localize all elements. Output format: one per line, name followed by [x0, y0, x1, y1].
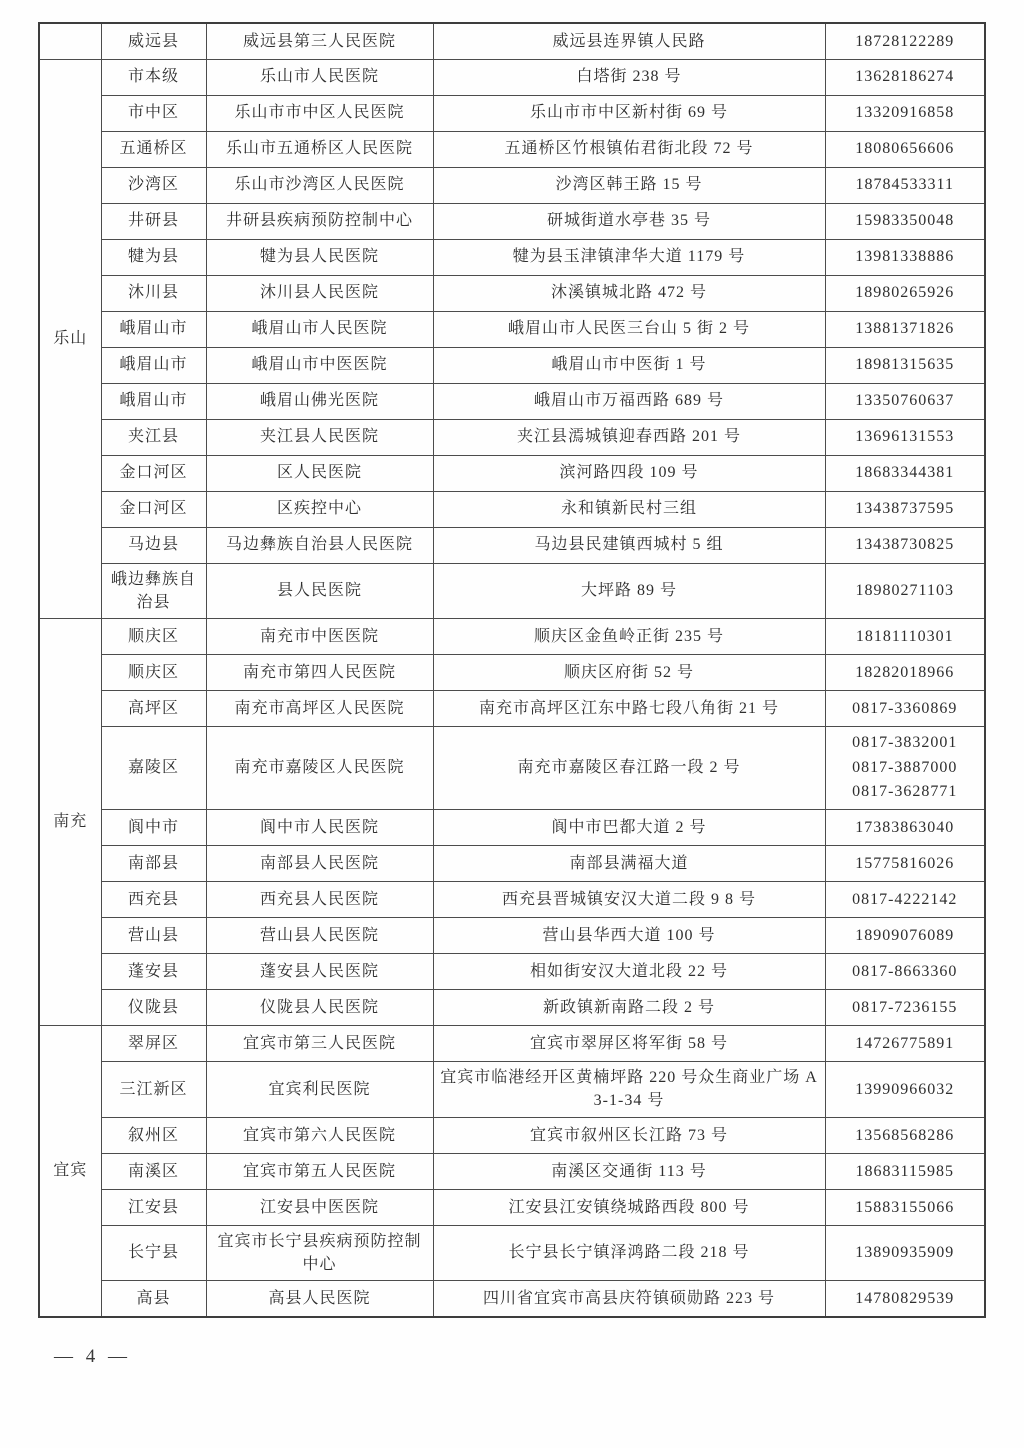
- facility-cell: 区疾控中心: [206, 491, 433, 527]
- table-row: [39, 954, 985, 990]
- table-row: [39, 1117, 985, 1153]
- facility-cell: 南充市第四人民医院: [206, 654, 433, 690]
- facility-cell: 犍为县人民医院: [206, 239, 433, 275]
- facility-cell: 南充市中医医院: [206, 618, 433, 654]
- phone-cell: 14726775891: [825, 1026, 985, 1062]
- facility-cell: 乐山市市中区人民医院: [206, 95, 433, 131]
- address-cell: 南部县满福大道: [433, 846, 825, 882]
- phone-cell: 18683344381: [825, 455, 985, 491]
- table-row: [39, 882, 985, 918]
- facility-cell: 宜宾市第五人民医院: [206, 1153, 433, 1189]
- table-row: [39, 726, 985, 809]
- facility-cell: 高县人民医院: [206, 1281, 433, 1317]
- address-cell: 马边县民建镇西城村 5 组: [433, 527, 825, 563]
- phone-cell: 13438737595: [825, 491, 985, 527]
- district-cell: 市中区: [101, 95, 206, 131]
- district-cell: 威远县: [101, 23, 206, 59]
- district-cell: 金口河区: [101, 491, 206, 527]
- district-cell: 犍为县: [101, 239, 206, 275]
- address-cell: 研城街道水亭巷 35 号: [433, 203, 825, 239]
- district-cell: 沐川县: [101, 275, 206, 311]
- phone-cell: 13890935909: [825, 1225, 985, 1280]
- phone-line: 0817-3887000: [852, 758, 958, 776]
- table-row: [39, 311, 985, 347]
- table-row: [39, 347, 985, 383]
- address-cell: 大坪路 89 号: [433, 563, 825, 618]
- facility-cell: 西充县人民医院: [206, 882, 433, 918]
- district-cell: 阆中市: [101, 810, 206, 846]
- facility-cell: 南充市高坪区人民医院: [206, 690, 433, 726]
- facility-cell: 南充市嘉陵区人民医院: [206, 726, 433, 809]
- facility-cell: 宜宾市第六人民医院: [206, 1117, 433, 1153]
- table-row: [39, 563, 985, 618]
- address-cell: 四川省宜宾市高县庆符镇硕勋路 223 号: [433, 1281, 825, 1317]
- facility-cell: 井研县疾病预防控制中心: [206, 203, 433, 239]
- city-group-cell: 宜宾: [39, 1026, 101, 1317]
- district-cell: 金口河区: [101, 455, 206, 491]
- table-row: [39, 275, 985, 311]
- table-row: [39, 1225, 985, 1280]
- phone-cell: 18981315635: [825, 347, 985, 383]
- facility-cell: 县人民医院: [206, 563, 433, 618]
- facility-cell: 宜宾利民医院: [206, 1062, 433, 1117]
- phone-cell: 18909076089: [825, 918, 985, 954]
- address-cell: 相如街安汉大道北段 22 号: [433, 954, 825, 990]
- facility-cell: 马边彝族自治县人民医院: [206, 527, 433, 563]
- district-cell: 井研县: [101, 203, 206, 239]
- table-row: [39, 59, 985, 95]
- address-cell: 南溪区交通街 113 号: [433, 1153, 825, 1189]
- table-row: [39, 810, 985, 846]
- phone-line: 0817-3628771: [852, 783, 958, 801]
- address-cell: 顺庆区金鱼岭正街 235 号: [433, 618, 825, 654]
- district-cell: 顺庆区: [101, 654, 206, 690]
- district-cell: 营山县: [101, 918, 206, 954]
- phone-cell: 0817-7236155: [825, 990, 985, 1026]
- facility-cell: 阆中市人民医院: [206, 810, 433, 846]
- table-row: [39, 239, 985, 275]
- address-cell: 夹江县漹城镇迎春西路 201 号: [433, 419, 825, 455]
- city-group-cell: 南充: [39, 618, 101, 1025]
- address-cell: 永和镇新民村三组: [433, 491, 825, 527]
- address-cell: 顺庆区府街 52 号: [433, 654, 825, 690]
- address-cell: 西充县晋城镇安汉大道二段 9 8 号: [433, 882, 825, 918]
- address-cell: 白塔街 238 号: [433, 59, 825, 95]
- phone-cell: 0817-4222142: [825, 882, 985, 918]
- address-cell: 南充市嘉陵区春江路一段 2 号: [433, 726, 825, 809]
- table-row: [39, 23, 985, 59]
- facility-cell: 南部县人民医院: [206, 846, 433, 882]
- facility-cell: 峨眉山市人民医院: [206, 311, 433, 347]
- district-cell: 马边县: [101, 527, 206, 563]
- address-cell: 南充市高坪区江东中路七段八角街 21 号: [433, 690, 825, 726]
- district-cell: 三江新区: [101, 1062, 206, 1117]
- table-row: [39, 1189, 985, 1225]
- address-cell: 营山县华西大道 100 号: [433, 918, 825, 954]
- address-cell: 峨眉山市人民医三台山 5 街 2 号: [433, 311, 825, 347]
- district-cell: 仪陇县: [101, 990, 206, 1026]
- table-row: [39, 203, 985, 239]
- district-cell: 南部县: [101, 846, 206, 882]
- table-row: [39, 654, 985, 690]
- contact-table: [38, 22, 986, 1318]
- phone-cell: [825, 726, 985, 809]
- district-cell: 峨边彝族自治县: [101, 563, 206, 618]
- district-cell: 峨眉山市: [101, 347, 206, 383]
- district-cell: 叙州区: [101, 1117, 206, 1153]
- address-cell: 新政镇新南路二段 2 号: [433, 990, 825, 1026]
- phone-cell: 13438730825: [825, 527, 985, 563]
- table-row: [39, 527, 985, 563]
- facility-cell: 营山县人民医院: [206, 918, 433, 954]
- facility-cell: 区人民医院: [206, 455, 433, 491]
- phone-cell: 18080656606: [825, 131, 985, 167]
- district-cell: 五通桥区: [101, 131, 206, 167]
- phone-cell: 13881371826: [825, 311, 985, 347]
- table-row: [39, 1281, 985, 1317]
- address-cell: 沙湾区韩王路 15 号: [433, 167, 825, 203]
- table-row: [39, 846, 985, 882]
- address-cell: 阆中市巴都大道 2 号: [433, 810, 825, 846]
- district-cell: 嘉陵区: [101, 726, 206, 809]
- district-cell: 峨眉山市: [101, 383, 206, 419]
- facility-cell: 仪陇县人民医院: [206, 990, 433, 1026]
- address-cell: 滨河路四段 109 号: [433, 455, 825, 491]
- table-row: [39, 990, 985, 1026]
- facility-cell: 乐山市五通桥区人民医院: [206, 131, 433, 167]
- address-cell: 江安县江安镇绕城路西段 800 号: [433, 1189, 825, 1225]
- address-cell: 沐溪镇城北路 472 号: [433, 275, 825, 311]
- district-cell: 长宁县: [101, 1225, 206, 1280]
- district-cell: 峨眉山市: [101, 311, 206, 347]
- facility-cell: 宜宾市第三人民医院: [206, 1026, 433, 1062]
- facility-cell: 沐川县人民医院: [206, 275, 433, 311]
- facility-cell: 蓬安县人民医院: [206, 954, 433, 990]
- table-row: [39, 491, 985, 527]
- facility-cell: 威远县第三人民医院: [206, 23, 433, 59]
- table-row: [39, 383, 985, 419]
- address-cell: 乐山市市中区新村街 69 号: [433, 95, 825, 131]
- phone-cell: 15983350048: [825, 203, 985, 239]
- address-cell: 宜宾市叙州区长江路 73 号: [433, 1117, 825, 1153]
- facility-cell: 夹江县人民医院: [206, 419, 433, 455]
- address-cell: 宜宾市临港经开区黄楠坪路 220 号众生商业广场 A3-1-34 号: [433, 1062, 825, 1117]
- table-row: [39, 131, 985, 167]
- phone-cell: 0817-3360869: [825, 690, 985, 726]
- address-cell: 宜宾市翠屏区将军街 58 号: [433, 1026, 825, 1062]
- district-cell: 翠屏区: [101, 1026, 206, 1062]
- address-cell: 犍为县玉津镇津华大道 1179 号: [433, 239, 825, 275]
- district-cell: 西充县: [101, 882, 206, 918]
- phone-cell: 13990966032: [825, 1062, 985, 1117]
- facility-cell: 峨眉山佛光医院: [206, 383, 433, 419]
- phone-cell: 13568568286: [825, 1117, 985, 1153]
- district-cell: 夹江县: [101, 419, 206, 455]
- district-cell: 江安县: [101, 1189, 206, 1225]
- facility-cell: 乐山市人民医院: [206, 59, 433, 95]
- phone-cell: 15883155066: [825, 1189, 985, 1225]
- phone-cell: 18728122289: [825, 23, 985, 59]
- district-cell: 顺庆区: [101, 618, 206, 654]
- facility-cell: 乐山市沙湾区人民医院: [206, 167, 433, 203]
- address-cell: 峨眉山市万福西路 689 号: [433, 383, 825, 419]
- table-row: [39, 455, 985, 491]
- phone-cell: 17383863040: [825, 810, 985, 846]
- address-cell: 威远县连界镇人民路: [433, 23, 825, 59]
- phone-cell: 14780829539: [825, 1281, 985, 1317]
- table-row: [39, 918, 985, 954]
- address-cell: 长宁县长宁镇泽鸿路二段 218 号: [433, 1225, 825, 1280]
- phone-cell: 13981338886: [825, 239, 985, 275]
- address-cell: 五通桥区竹根镇佑君街北段 72 号: [433, 131, 825, 167]
- facility-cell: 峨眉山市中医医院: [206, 347, 433, 383]
- phone-cell: 18784533311: [825, 167, 985, 203]
- district-cell: 市本级: [101, 59, 206, 95]
- table-row: [39, 95, 985, 131]
- table-row: [39, 419, 985, 455]
- phone-cell: 18683115985: [825, 1153, 985, 1189]
- facility-cell: 宜宾市长宁县疾病预防控制中心: [206, 1225, 433, 1280]
- phone-cell: 0817-8663360: [825, 954, 985, 990]
- phone-cell: 15775816026: [825, 846, 985, 882]
- table-row: [39, 1026, 985, 1062]
- table-row: [39, 167, 985, 203]
- table-row: [39, 618, 985, 654]
- city-group-cell: 乐山: [39, 59, 101, 618]
- phone-line: 0817-3832001: [852, 733, 958, 751]
- phone-cell: 18980265926: [825, 275, 985, 311]
- address-cell: 峨眉山市中医街 1 号: [433, 347, 825, 383]
- phone-cell: 18282018966: [825, 654, 985, 690]
- phone-cell: 13628186274: [825, 59, 985, 95]
- district-cell: 沙湾区: [101, 167, 206, 203]
- district-cell: 南溪区: [101, 1153, 206, 1189]
- table-row: [39, 1153, 985, 1189]
- phone-cell: 18181110301: [825, 618, 985, 654]
- phone-cell: 13696131553: [825, 419, 985, 455]
- phone-cell: 13350760637: [825, 383, 985, 419]
- table-row: [39, 1062, 985, 1117]
- facility-cell: 江安县中医医院: [206, 1189, 433, 1225]
- district-cell: 蓬安县: [101, 954, 206, 990]
- table-body: [39, 23, 985, 1317]
- district-cell: 高县: [101, 1281, 206, 1317]
- phone-cell: 18980271103: [825, 563, 985, 618]
- table-row: [39, 690, 985, 726]
- city-group-cell: [39, 23, 101, 59]
- phone-cell: 13320916858: [825, 95, 985, 131]
- page-number: — 4 —: [54, 1346, 131, 1367]
- district-cell: 高坪区: [101, 690, 206, 726]
